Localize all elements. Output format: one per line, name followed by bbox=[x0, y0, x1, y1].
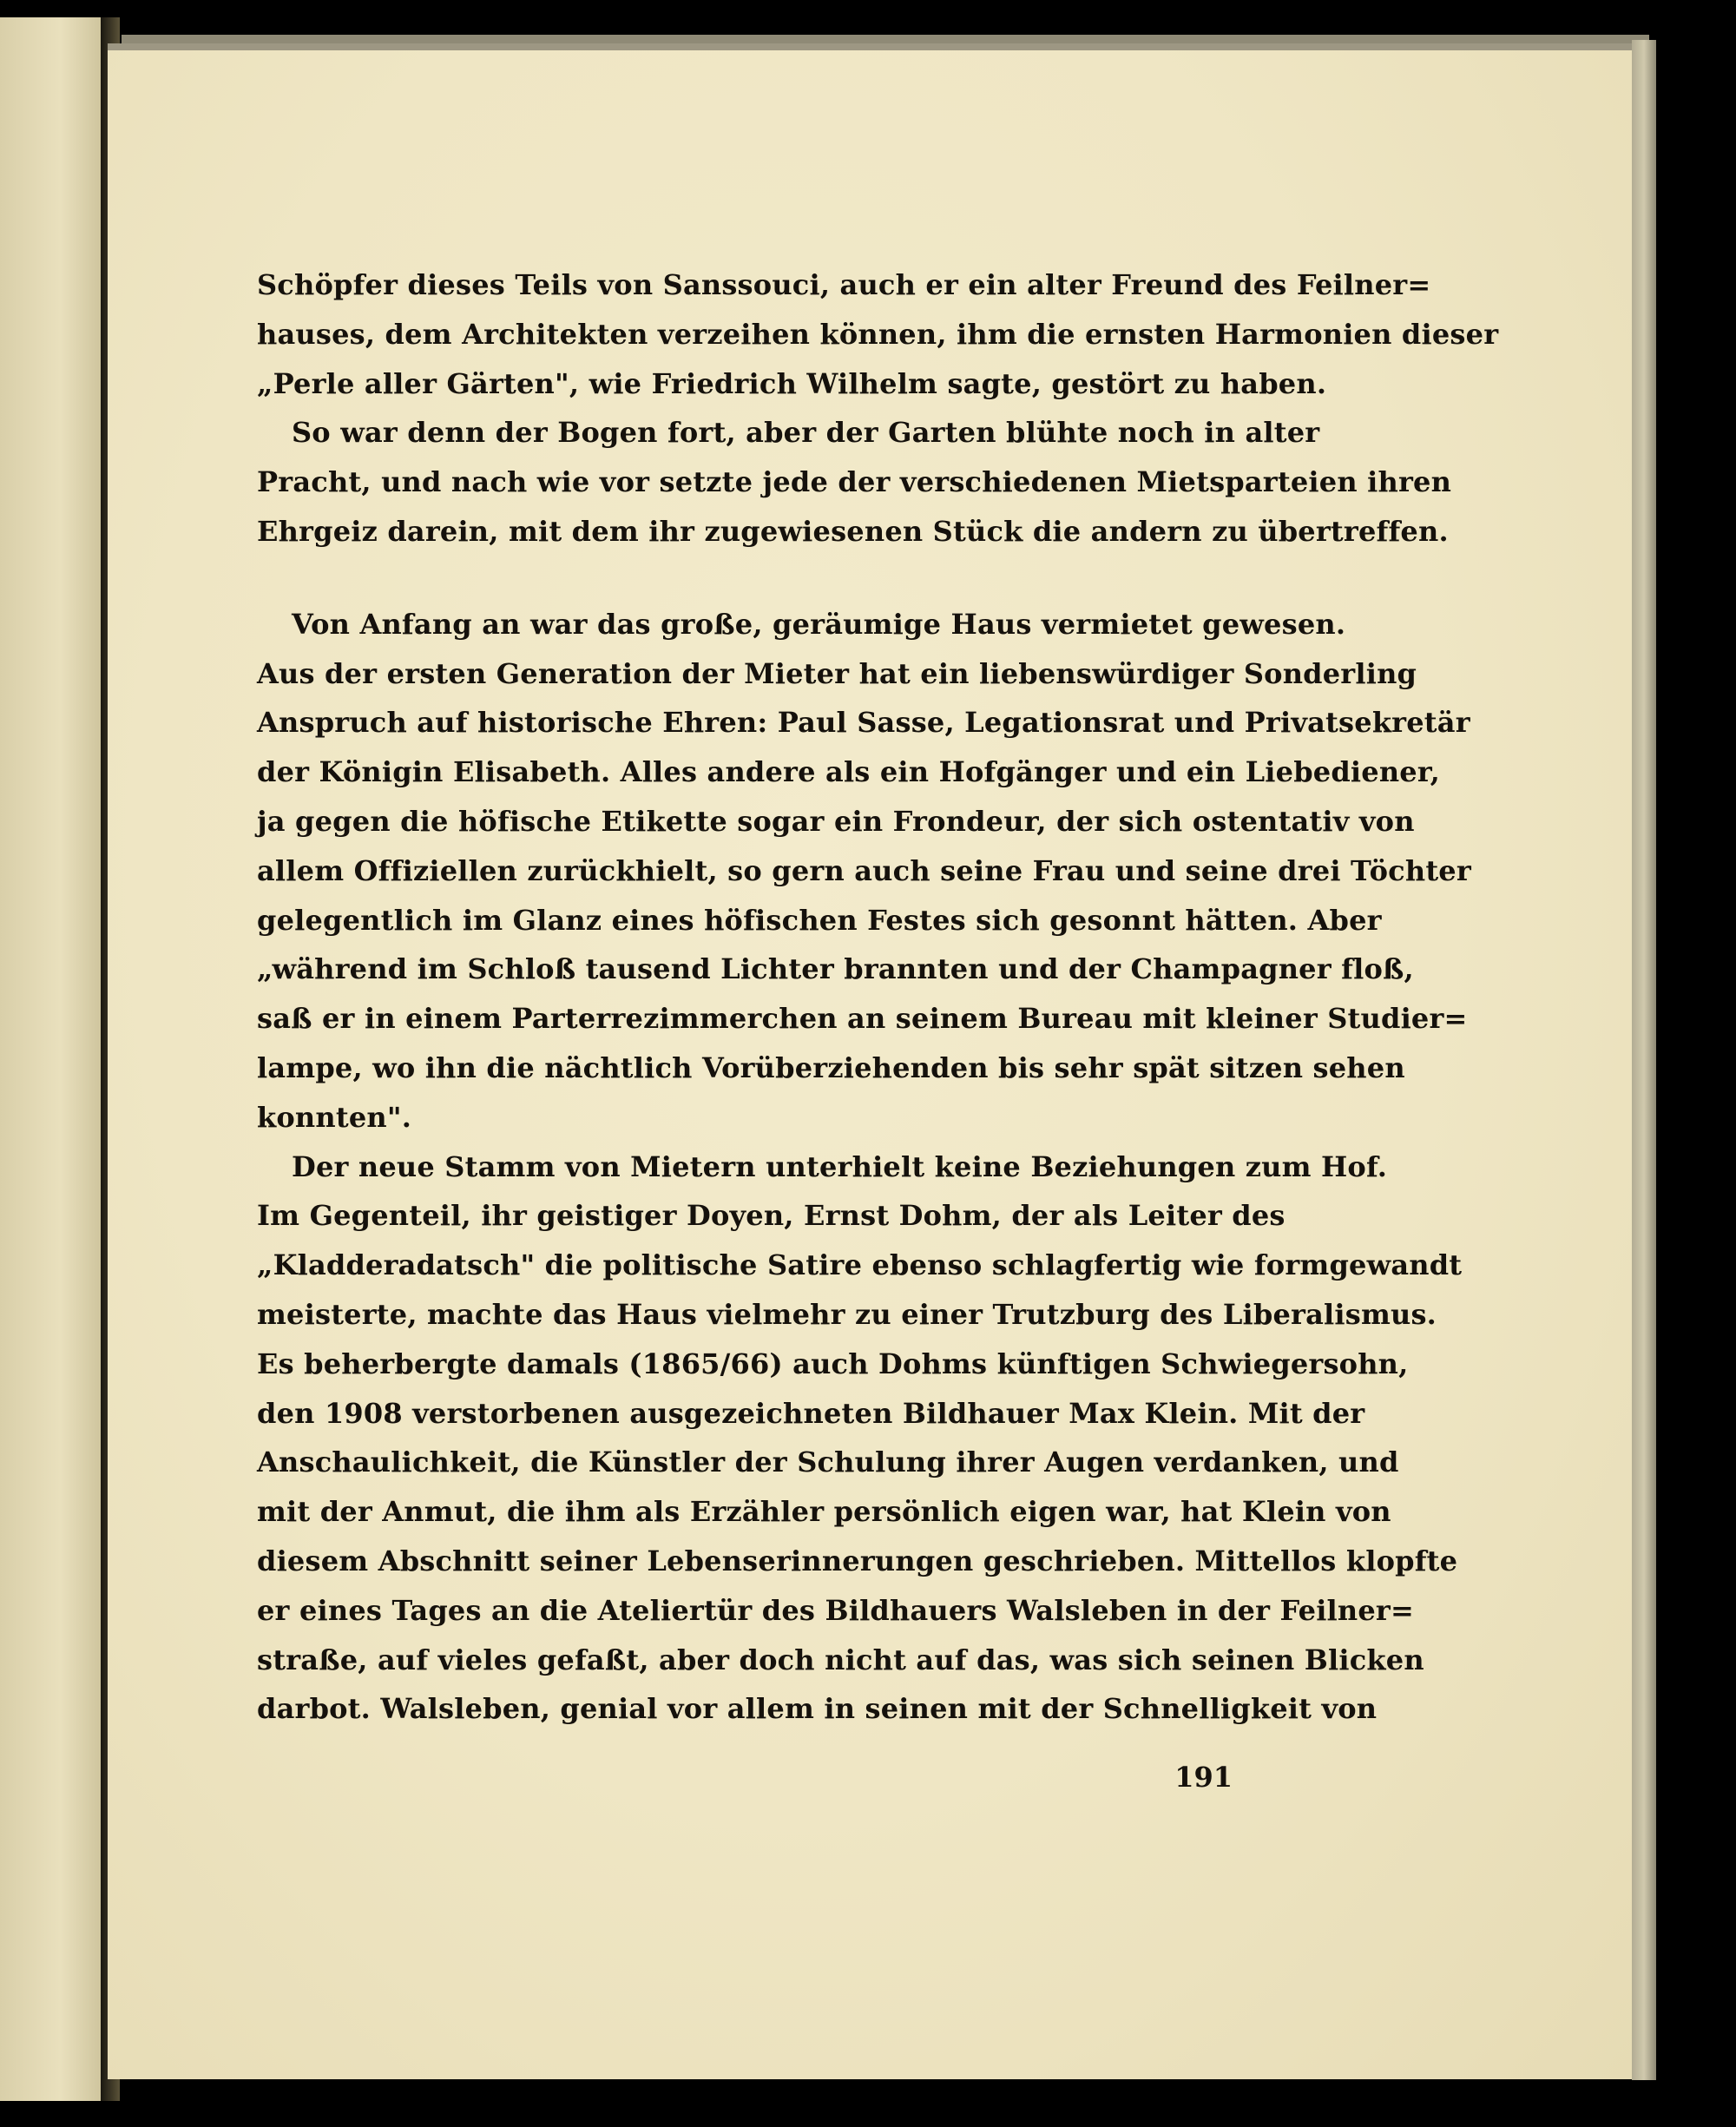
text-line: er eines Tages an die Ateliertür des Bildhauers Walsleben in der Feilner= bbox=[257, 1593, 1415, 1627]
text-line: Der neue Stamm von Mietern unterhielt keine Beziehungen zum Hof. bbox=[292, 1149, 1388, 1183]
paragraph-gap bbox=[257, 556, 1238, 600]
text-line: meisterte, machte das Haus vielmehr zu einer Trutzburg des Liberalismus. bbox=[257, 1297, 1437, 1331]
page-text bbox=[257, 260, 1499, 1734]
text-line: Schöpfer dieses Teils von Sanssouci, auch er ein alter Freund des Feilner= bbox=[257, 268, 1431, 301]
text-line: So war denn der Bogen fort, aber der Garten blühte noch in alter bbox=[292, 416, 1320, 450]
text-line: „Perle aller Gärten", wie Friedrich Wilhelm sagte, gestört zu haben. bbox=[257, 366, 1327, 400]
page-number: 191 bbox=[1174, 1761, 1233, 1794]
text-line: straße, auf vieles gefaßt, aber doch nicht auf das, was sich seinen Blicken bbox=[257, 1643, 1424, 1676]
text-line: Ehrgeiz darein, mit dem ihr zugewiesenen Stück die andern zu übertreffen. bbox=[257, 514, 1449, 548]
text-line: hauses, dem Architekten verzeihen können, ihm die ernsten Harmonien dieser bbox=[257, 317, 1499, 351]
text-line: Im Gegenteil, ihr geistiger Doyen, Ernst Dohm, der als Leiter des bbox=[257, 1199, 1286, 1233]
text-line: der Königin Elisabeth. Alles andere als ein Hofgänger und ein Liebediener, bbox=[257, 755, 1440, 789]
page-right-edge bbox=[1632, 40, 1656, 2080]
text-line: Von Anfang an war das große, geräumige Haus vermietet gewesen. bbox=[292, 607, 1346, 641]
text-line: Es beherbergte damals (1865/66) auch Dohms künftigen Schwiegersohn, bbox=[257, 1347, 1409, 1380]
text-line: konnten". bbox=[257, 1100, 412, 1134]
text-line: diesem Abschnitt seiner Lebenserinnerungen geschrieben. Mittellos klopfte bbox=[257, 1544, 1458, 1577]
text-line: allem Offiziellen zurückhielt, so gern auch seine Frau und seine drei Töchter bbox=[257, 853, 1471, 887]
text-line: gelegentlich im Glanz eines höfischen Festes sich gesonnt hätten. Aber bbox=[257, 903, 1382, 937]
text-line: lampe, wo ihn die nächtlich Vorüberziehenden bis sehr spät sitzen sehen bbox=[257, 1050, 1405, 1084]
text-line: den 1908 verstorbenen ausgezeichneten Bildhauer Max Klein. Mit der bbox=[257, 1396, 1365, 1430]
text-line: mit der Anmut, die ihm als Erzähler persönlich eigen war, hat Klein von bbox=[257, 1495, 1391, 1529]
text-line: Aus der ersten Generation der Mieter hat ein liebenswürdiger Sonderling bbox=[257, 656, 1417, 690]
text-line: ja gegen die höfische Etikette sogar ein Frondeur, der sich ostentativ von bbox=[257, 804, 1415, 838]
text-line: „während im Schloß tausend Lichter brannten und der Champagner floß, bbox=[257, 952, 1414, 986]
text-line: „Kladderadatsch" die politische Satire ebenso schlagfertig wie formgewandt bbox=[257, 1248, 1463, 1282]
text-line: saß er in einem Parterrezimmerchen an seinem Bureau mit kleiner Studier= bbox=[257, 1002, 1468, 1036]
left-page-edge bbox=[0, 17, 103, 2101]
text-line: darbot. Walsleben, genial vor allem in seinen mit der Schnelligkeit von bbox=[257, 1692, 1378, 1726]
text-line: Anspruch auf historische Ehren: Paul Sasse, Legationsrat und Privatsekretär bbox=[257, 706, 1470, 740]
text-line: Pracht, und nach wie vor setzte jede der verschiedenen Mietsparteien ihren bbox=[257, 465, 1452, 499]
text-line: Anschaulichkeit, die Künstler der Schulung ihrer Augen verdanken, und bbox=[257, 1445, 1399, 1479]
